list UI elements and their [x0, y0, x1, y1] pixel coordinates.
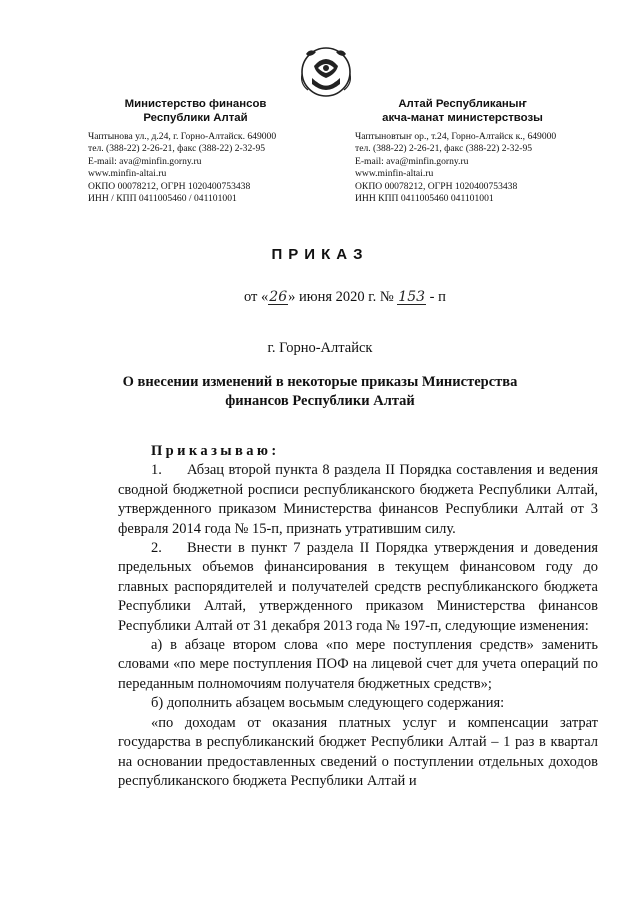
website-line: www.minfin-altai.ru — [355, 168, 434, 180]
phone-line: тел. (388-22) 2-26-21, факс (388-22) 2-32-95 — [355, 143, 533, 155]
date-number-line: от «26» июня 2020 г. № 153 - п — [244, 289, 446, 305]
document-subject: О внесении изменений в некоторые приказы Министерства финансов Республики Алтай — [122, 374, 518, 409]
order-word: Приказываю: — [151, 443, 280, 459]
address-line: Чаптыновтыҥ ор., т.24, Горно-Алтайск к., 649000 — [355, 131, 557, 142]
inn-line: ИНН КПП 0411005460 041101001 — [355, 193, 494, 205]
okpo-line: ОКПО 00078212, ОГРН 1020400753438 — [355, 180, 518, 192]
okpo-line: ОКПО 00078212, ОГРН 1020400753438 — [88, 180, 251, 192]
header-right-block — [355, 97, 570, 205]
org-name-alt: Алтай Республиканыҥ акча-манат министерствозы — [382, 98, 543, 124]
handwritten-number: 153 — [398, 289, 426, 305]
paragraph-sub-b: б) дополнить абзацем восьмым следующего содержания: — [151, 695, 505, 712]
city-line: г. Горно-Алтайск — [267, 340, 373, 356]
email-line: E-mail: ava@minfin.gorny.ru — [88, 155, 202, 167]
coat-of-arms-emblem — [296, 44, 356, 100]
paragraph-item-1: 1. Абзац второй пункта 8 раздела II Порядка составления и ведения сводной бюджетной росписи республиканского бюджета Республики Алтай, утвержденного приказом Министерства финансов Республики Алтай от 3 февраля 2014 года № 15-п, признать утратившим силу. — [118, 462, 598, 537]
phone-line: тел. (388-22) 2-26-21, факс (388-22) 2-32-95 — [88, 143, 266, 155]
email-line: E-mail: ava@minfin.gorny.ru — [355, 155, 469, 167]
paragraph-quote: «по доходам от оказания платных услуг и компенсации затрат государства в республиканский бюджет Республики Алтай – 1 раз в квартал на основании предоставленных сведений о поступлении отдельных доходов республиканского бюджета Республики Алтай и — [118, 714, 598, 789]
inn-line: ИНН / КПП 0411005460 / 041101001 — [88, 193, 237, 205]
address-line: Чаптынова ул., д.24, г. Горно-Алтайск. 649000 — [88, 131, 277, 142]
document-title: ПРИКАЗ — [271, 246, 369, 263]
paragraph-item-2: 2. Внести в пункт 7 раздела II Порядка утверждения и доведения предельных объемов финансирования в текущем финансовом году до главных распорядителей и получателей средств республиканского бюджета Республики Алтай, утвержденного приказом Министерства финансов Республики Алтай от 31 декабря 2013 года № 197-п, следующие изменения: — [118, 540, 598, 634]
header-left-block — [88, 97, 303, 205]
org-name-ru: Министерство финансов Республики Алтай — [124, 98, 267, 124]
handwritten-day: 26 — [269, 289, 288, 305]
document-body — [118, 442, 598, 791]
website-line: www.minfin-altai.ru — [88, 168, 167, 180]
paragraph-sub-a: а) в абзаце втором слова «по мере поступления средств» заменить словами «по мере поступления ПОФ на лицевой счет для учета операций по переданным полномочиям получателя бюджетных средств»; — [118, 637, 598, 692]
